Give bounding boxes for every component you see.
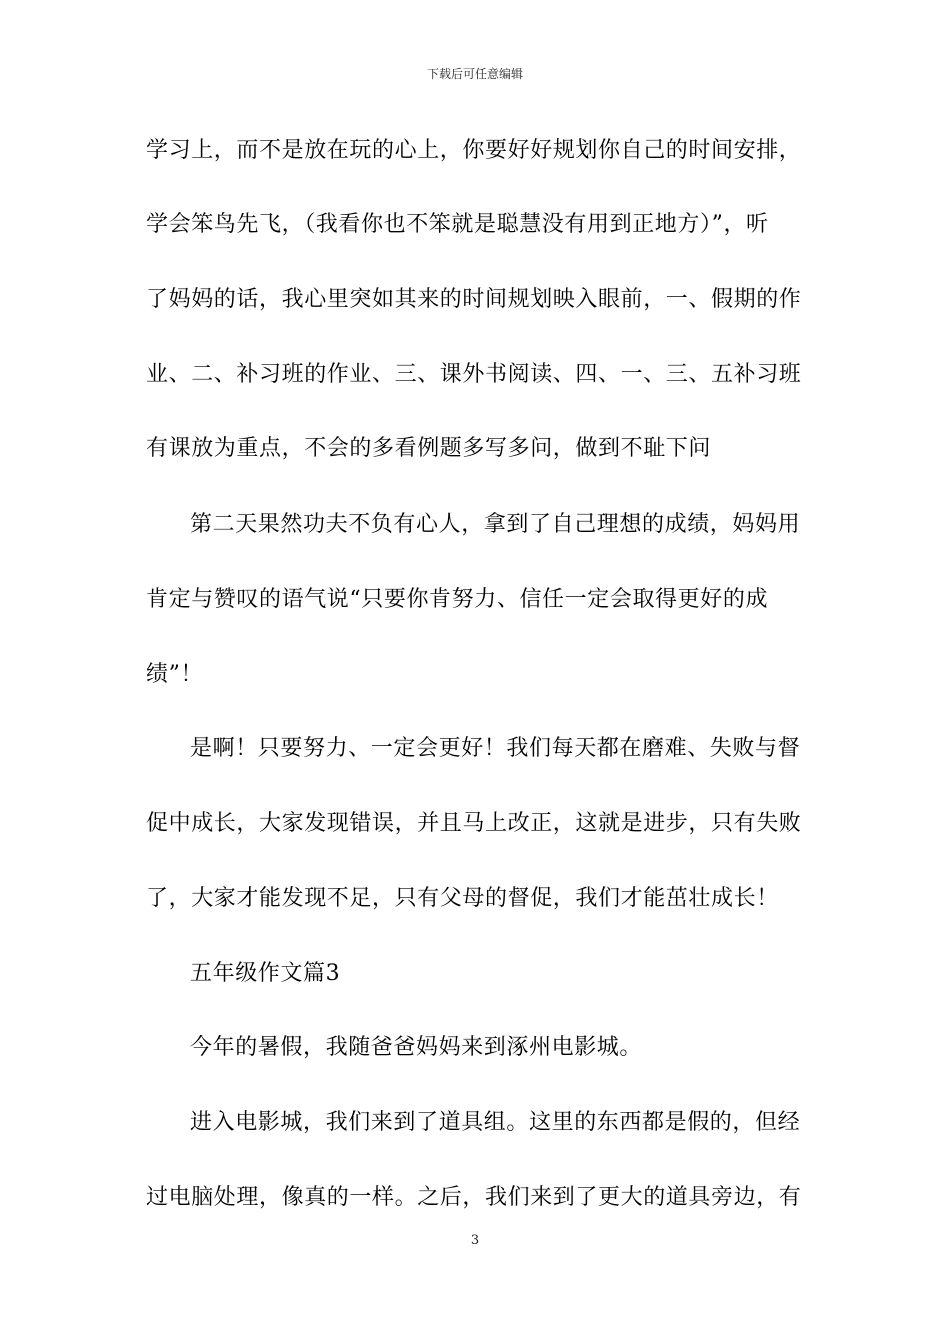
- text-line: 有课放为重点，不会的多看例题多写多问，做到不耻下问: [146, 436, 712, 461]
- text-line: 业、二、补习班的作业、三、课外书阅读、四、一、三、五补习班: [146, 362, 802, 387]
- page-header: 下载后可任意编辑: [426, 67, 523, 81]
- text-line: 绩”！: [146, 662, 204, 687]
- paragraph-first-line: 是啊！只要努力、一定会更好！我们每天都在磨难、失败与督: [190, 736, 801, 761]
- paragraph-first-line: 进入电影城，我们来到了道具组。这里的东西都是假的，但经: [190, 1110, 801, 1135]
- text-line: 学习上，而不是放在玩的心上，你要好好规划你自己的时间安排，: [146, 138, 802, 163]
- paragraph-first-line: 今年的暑假，我随爸爸妈妈来到涿州电影城。: [190, 1035, 643, 1060]
- text-line: 过电脑处理，像真的一样。之后，我们来到了更大的道具旁边，有: [146, 1185, 802, 1210]
- page-number: 3: [470, 1233, 480, 1248]
- text-line: 肯定与赞叹的语气说“只要你肯努力、信任一定会取得更好的成: [146, 587, 769, 612]
- text-line: 了，大家才能发现不足，只有父母的督促，我们才能茁壮成长！: [146, 886, 779, 911]
- text-line: 学会笨鸟先飞，（我看你也不笨就是聪慧没有用到正地方）”，听: [146, 212, 769, 237]
- section-heading: 五年级作文篇3: [190, 961, 341, 986]
- text-line: 了妈妈的话，我心里突如其来的时间规划映入眼前，一、假期的作: [146, 287, 802, 312]
- text-line: 促中成长，大家发现错误，并且马上改正，这就是进步，只有失败: [146, 811, 802, 836]
- paragraph-first-line: 第二天果然功夫不负有心人，拿到了自己理想的成绩，妈妈用: [190, 512, 801, 537]
